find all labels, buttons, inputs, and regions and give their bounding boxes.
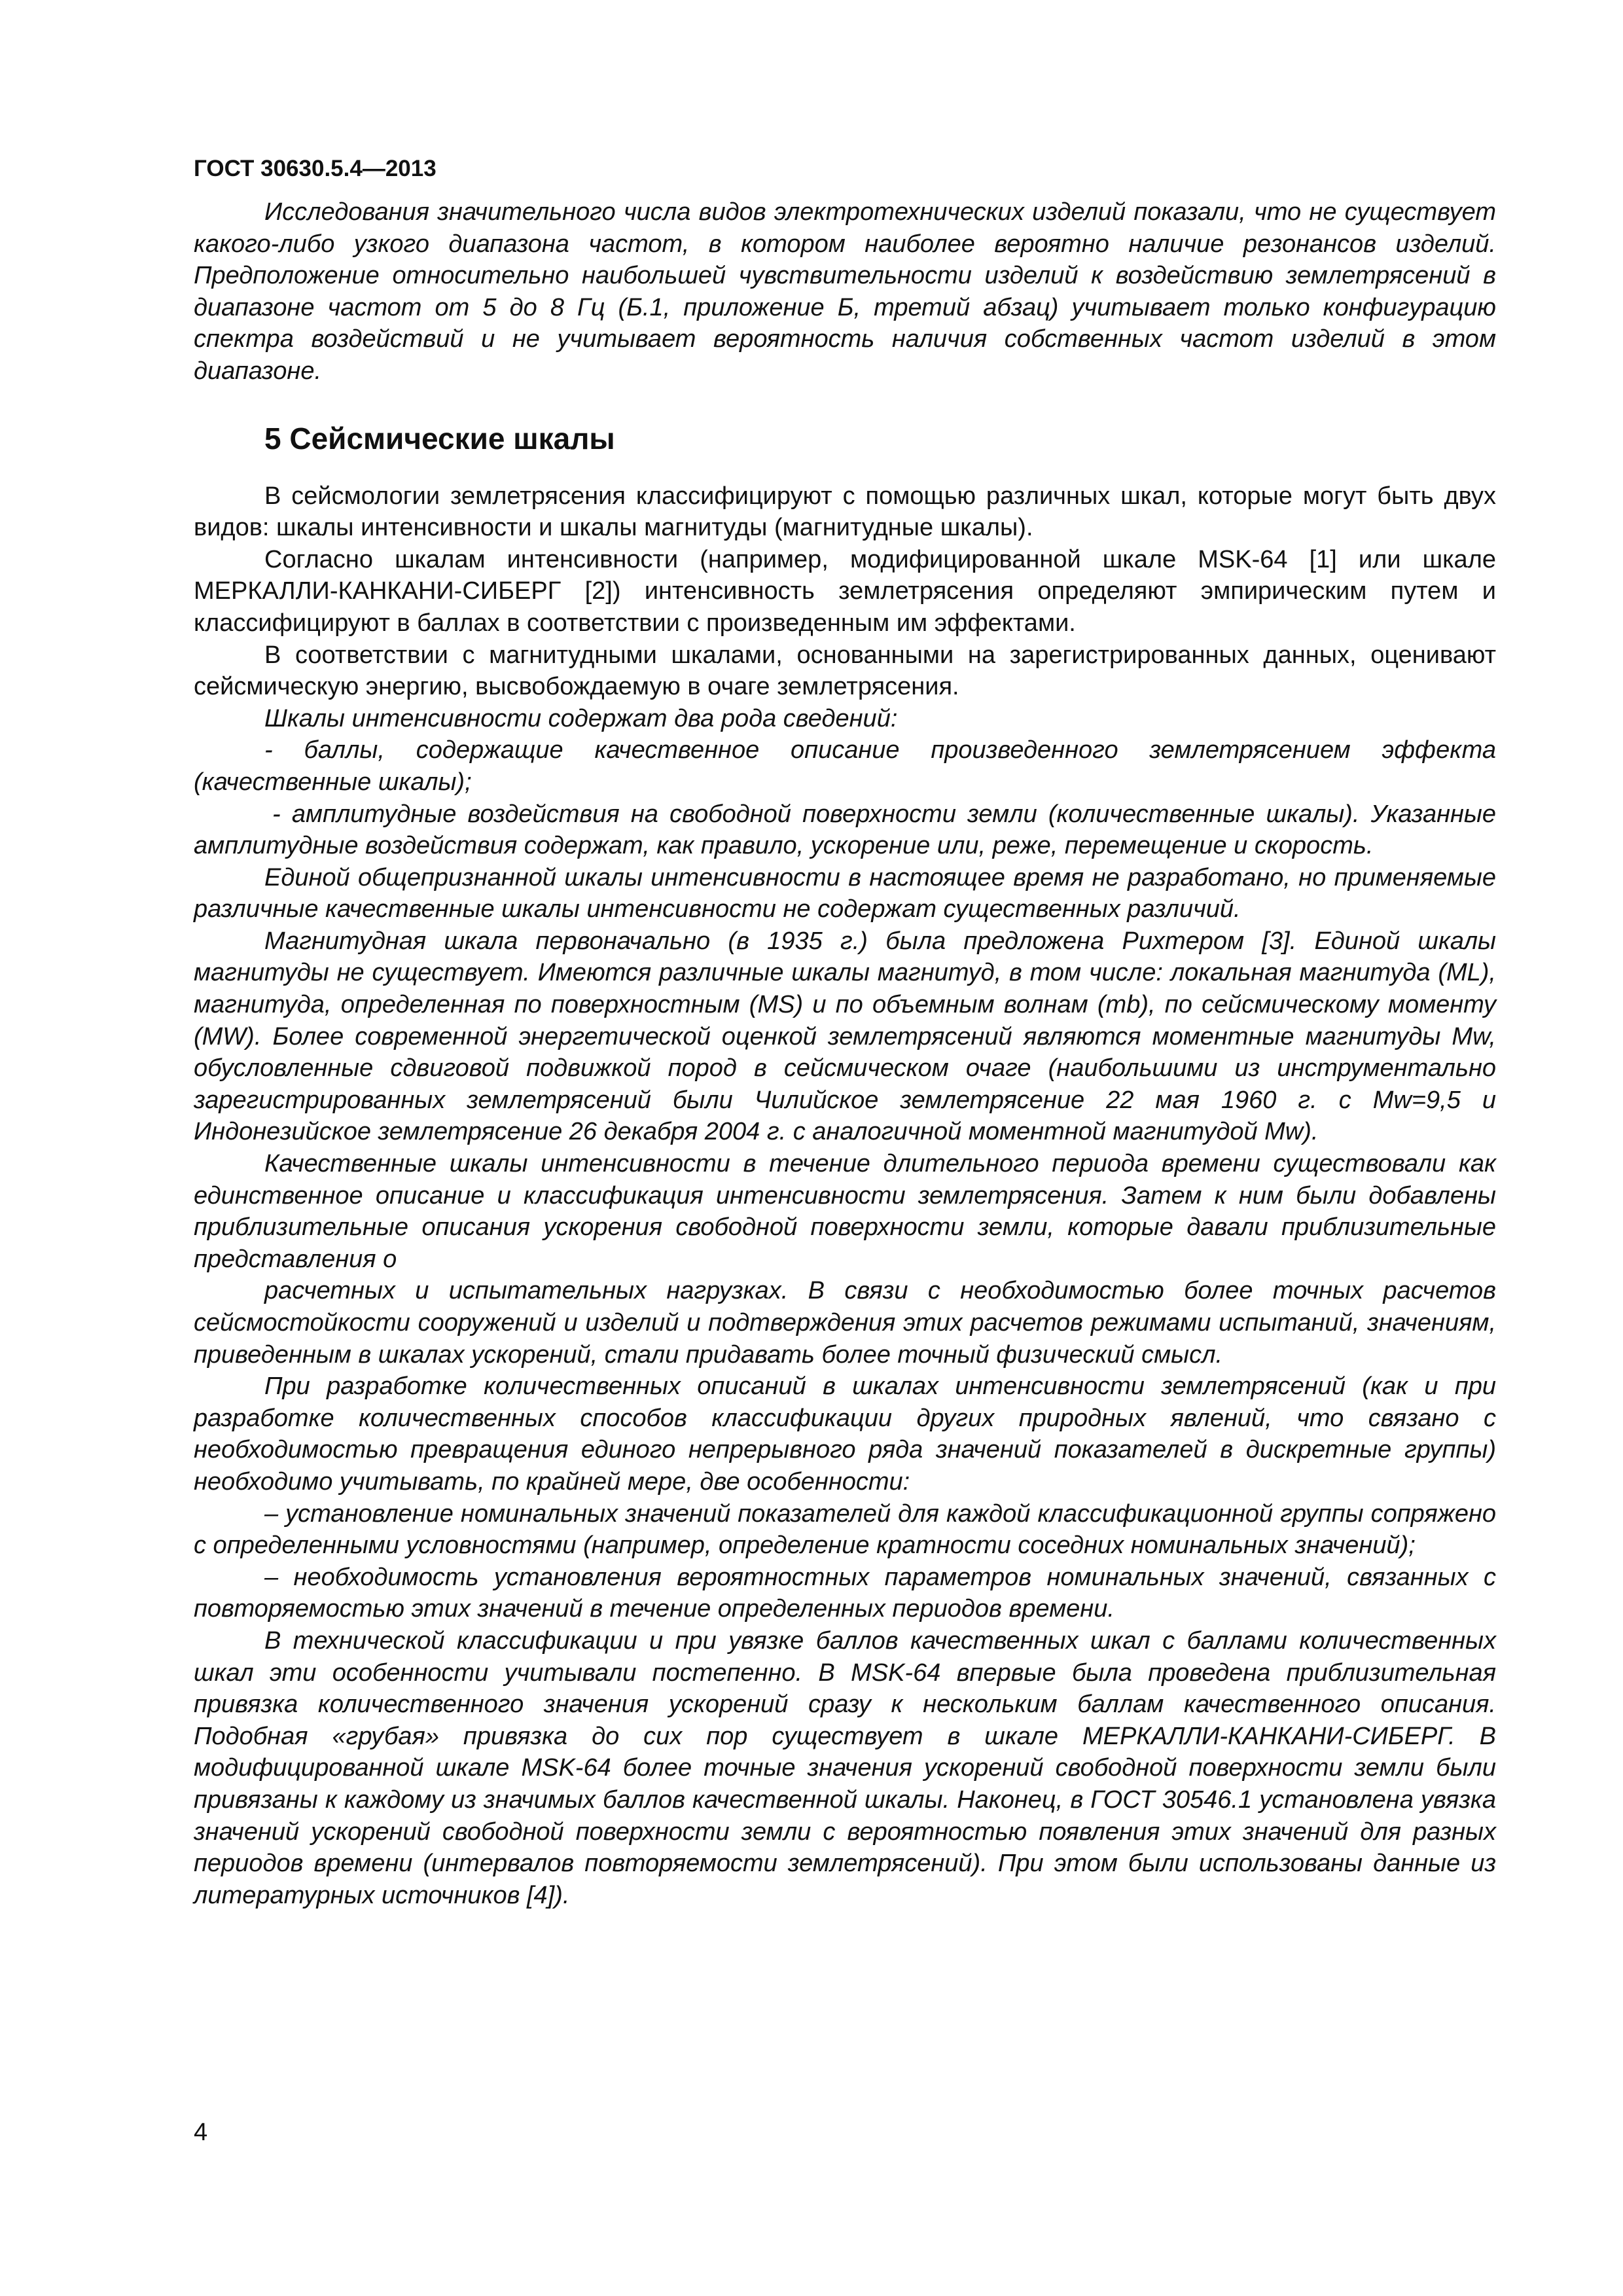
paragraph-technical-classification: В технической классификации и при увязке баллов качественных шкал с баллами количественных шкал эти особенности учитывали постепенно. В MSK-64 впервые была проведена приблизительная привязка количественного значения ускорений сразу к нескольким баллам качественного описания. Подобная «грубая» привязка до сих пор существует в шкале МЕРКАЛЛИ-КАНКАНИ-СИБЕРГ. В модифицированной шкале MSK-64 более точные значения ускорений свободной поверхности земли были привязаны к каждому из значимых баллов качественной шкалы. Наконец, в ГОСТ 30546.1 установлена увязка значений ускорений свободной поверхности земли с вероятностью появления этих значений для разных периодов времени (интервалов повторяемости землетрясений). При этом были использованы данные из литературных источников [4]).: [194, 1626, 1496, 1909]
paragraph-quantitative-development: При разработке количественных описаний в шкалах интенсивности землетрясений (как и при разработке количественных способов классификации других природных явлений, что связано с необходимостью превращения единого непрерывного ряда значений показателей в дискретные группы) необходимо учитывать, по крайней мере, две особенности:: [194, 1372, 1496, 1496]
list-item-qualitative: - баллы, содержащие качественное описание произведенного землетрясением эффекта (качественные шкалы);: [194, 736, 1496, 796]
paragraph-intensity-contents: Шкалы интенсивности содержат два рода сведений:: [264, 704, 898, 732]
paragraph-magnitude-scales: В соответствии с магнитудными шкалами, основанными на зарегистрированных данных, оценивают сейсмическую энергию, высвобождаемую в очаге землетрясения.: [194, 641, 1496, 701]
paragraph-no-common-scale: Единой общепризнанной шкалы интенсивности в настоящее время не разработано, но применяемые различные качественные шкалы интенсивности не содержат существенных различий.: [194, 863, 1496, 924]
paragraph-richter-magnitude: Магнитудная шкала первоначально (в 1935 г.) была предложена Рихтером [3]. Единой шкалы магнитуды не существует. Имеются различные шкалы магнитуд, в том числе: локальная магнитуда (ML), магнитуда, определенная по поверхностным (MS) и по объемным волнам (mb), по сейсмическому моменту (MW). Более современной энергетической оценкой землетрясений являются моментные магнитуды Mw, обусловленные сдвиговой подвижкой пород в сейсмическом очаге (наибольшими из инструментально зарегистрированных землетрясений были Чилийское землетрясение 22 мая 1960 г. с Mw=9,5 и Индонезийское землетрясение 26 декабря 2004 г. с аналогичной моментной магнитудой Mw).: [194, 927, 1496, 1146]
paragraph-qualitative-history: Качественные шкалы интенсивности в течение длительного периода времени существовали как единственное описание и классификация интенсивности землетрясения. Затем к ним были добавлены приблизительные описания ускорения свободной поверхности земли, которые давали приблизительные представления о: [194, 1150, 1496, 1273]
page-number: 4: [194, 2119, 208, 2146]
document-code-header: ГОСТ 30630.5.4—2013: [194, 156, 437, 181]
document-body: [194, 196, 1496, 1911]
list-item-quantitative: - амплитудные воздействия на свободной поверхности земли (количественные шкалы). Указанные амплитудные воздействия содержат, как правило, ускорение или, реже, перемещение и скорость.: [194, 800, 1496, 860]
intro-paragraph: Исследования значительного числа видов электротехнических изделий показали, что не существует какого-либо узкого диапазона частот, в котором наиболее вероятно наличие резонансов изделий. Предположение относительно наибольшей чувствительности изделий к воздействию землетрясений в диапазоне частот от 5 до 8 Гц (Б.1, приложение Б, третий абзац) учитывает только конфигурацию спектра воздействий и не учитывает вероятность наличия собственных частот изделий в этом диапазоне.: [194, 198, 1496, 385]
list-item-probabilistic-parameters: – необходимость установления вероятностных параметров номинальных значений, связанных с повторяемостью этих значений в течение определенных периодов времени.: [194, 1563, 1496, 1623]
paragraph-design-loads: расчетных и испытательных нагрузках. В связи с необходимостью более точных расчетов сейсмостойкости сооружений и изделий и подтверждения этих расчетов режимами испытаний, значениям, приведенным в шкалах ускорений, стали придавать более точный физический смысл.: [194, 1277, 1496, 1369]
paragraph-scales-overview: В сейсмологии землетрясения классифицируют с помощью различных шкал, которые могут быть двух видов: шкалы интенсивности и шкалы магнитуды (магнитудные шкалы).: [194, 482, 1496, 542]
list-item-nominal-values: – установление номинальных значений показателей для каждой классификационной группы сопряжено с определенными условностями (например, определение кратности соседних номинальных значений);: [194, 1499, 1496, 1560]
section-title: 5 Сейсмические шкалы: [264, 421, 615, 456]
paragraph-intensity-scales: Согласно шкалам интенсивности (например, модифицированной шкале MSK-64 [1] или шкале МЕРКАЛЛИ-КАНКАНИ-СИБЕРГ [2]) интенсивность землетрясения определяют эмпирическим путем и классифицируют в баллах в соответствии с произведенным им эффектами.: [194, 545, 1496, 637]
